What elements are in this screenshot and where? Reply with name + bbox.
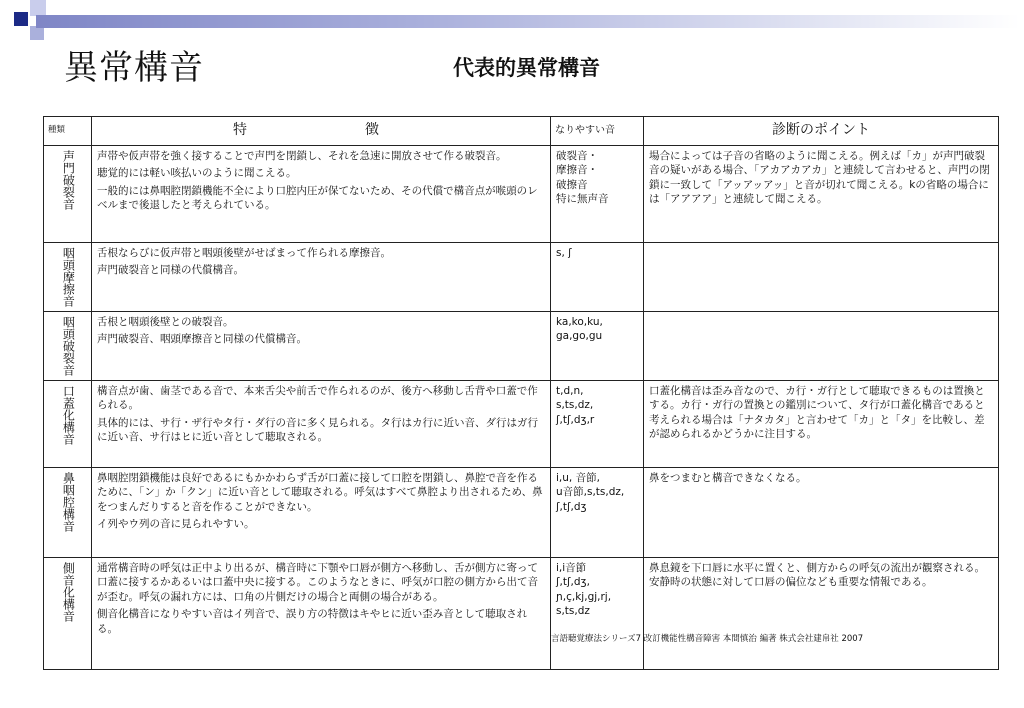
point-cell: 鼻をつまむと構音できなくなる。	[644, 468, 999, 558]
sound-text: s,ts,dz	[556, 605, 590, 618]
type-label: 側音化構音	[61, 562, 76, 622]
feature-text: 声門破裂音と同様の代償構音。	[97, 264, 244, 277]
table-row	[44, 312, 999, 381]
sound-cell	[551, 381, 644, 468]
sound-text: s, ʃ	[556, 247, 572, 259]
type-cell	[44, 243, 92, 312]
feature-text: 舌根と咽頭後壁との破裂音。	[97, 316, 234, 328]
sound-text: 破裂音・	[556, 150, 598, 162]
feature-text: 具体的には、サ行・ザ行やタ行・ダ行の音に多く見られる。タ行はカ行に近い音、ダ行はガ行に近い音、サ行はヒに近い音として聴取される。	[97, 416, 538, 444]
sound-text: ʃ,tʃ,dʒ	[556, 500, 587, 513]
feature-cell	[92, 312, 551, 381]
sound-cell	[551, 243, 644, 312]
sound-cell	[551, 146, 644, 243]
feature-text: 舌根ならびに仮声帯と咽頭後壁がせばまって作られる摩擦音。	[97, 247, 391, 259]
feature-text: 一般的には鼻咽腔閉鎖機能不全により口腔内圧が保てないため、その代償で構音点が喉頭のレベルまで後退したと考えられている。	[97, 184, 538, 212]
point-cell: 場合によっては子音の省略のように聞こえる。例えば「カ」が声門破裂音の疑いがある場合、「アカアカアカ」と連続して言わせると、声門の閉鎖に一致して「アッアッアッ」と音が切れて聞こえる。kの省略の場合には「アアアア」と連続して聞こえる。	[644, 146, 999, 243]
page-subtitle: 代表的異常構音	[453, 56, 600, 80]
sound-text: ʃ,tʃ,dʒ,r	[556, 413, 595, 426]
type-label: 咽頭摩擦音	[61, 247, 76, 307]
sound-text: 特に無声音	[556, 193, 609, 206]
sound-text: i,i音節	[556, 562, 587, 574]
feature-text: イ列やウ列の音に見られやすい。	[97, 518, 255, 531]
type-label: 声門破裂音	[61, 150, 76, 210]
feature-cell	[92, 146, 551, 243]
sound-text: ɲ,ç,kj,gj,rj,	[556, 590, 612, 603]
sound-text: u音節,s,ts,dz,	[556, 486, 625, 499]
type-label: 口蓋化構音	[61, 385, 76, 445]
type-cell	[44, 468, 92, 558]
header-feature: 特 徴	[92, 117, 551, 146]
feature-text: 声帯や仮声帯を強く接することで声門を閉鎖し、それを急速に開放させて作る破裂音。	[97, 150, 507, 162]
feature-cell	[92, 381, 551, 468]
type-cell	[44, 312, 92, 381]
sound-text: ga,go,gu	[556, 330, 603, 343]
feature-cell	[92, 468, 551, 558]
sound-text: t,d,n,	[556, 385, 584, 397]
feature-cell	[92, 558, 551, 670]
feature-text: 鼻咽腔閉鎖機能は良好であるにもかかわらず舌が口蓋に接して口腔を閉鎖し、鼻腔で音を作るために、「ン」か「クン」に近い音として聴取される。呼気はすべて鼻腔より出されるため、鼻をつまんだりすると音を作ることができない。	[97, 472, 543, 513]
table-header-row	[44, 117, 999, 146]
articulation-table	[43, 116, 999, 670]
table-row	[44, 558, 999, 670]
sound-text: 破擦音	[556, 178, 588, 191]
feature-cell	[92, 243, 551, 312]
decorative-square	[30, 0, 46, 16]
header-sound: なりやすい音	[551, 117, 644, 146]
point-cell: 口蓋化構音は歪み音なので、カ行・ガ行として聴取できるものは置換とする。カ行・ガ行の置換との鑑別について、タ行が口蓋化構音であると考えられる場合は「ナタカタ」と言わせて「カ」と「タ」を比較し、差が認められるかどうかに注目する。	[644, 381, 999, 468]
sound-text: 摩擦音・	[556, 164, 598, 177]
type-cell	[44, 381, 92, 468]
type-label: 鼻咽腔構音	[61, 472, 76, 532]
source-citation: 言語聴覚療法シリーズ7 改訂機能性構音障害 本間慎治 編著 株式会社建帛社 2007	[551, 634, 864, 644]
table-row	[44, 243, 999, 312]
feature-text: 構音点が歯、歯茎である音で、本来舌尖や前舌で作られるのが、後方へ移動し舌背や口蓋で作られる。	[97, 385, 538, 412]
feature-text: 側音化構音になりやすい音はイ列音で、誤り方の特徴はキやヒに近い歪み音として聴取される。	[97, 608, 528, 635]
sound-cell	[551, 468, 644, 558]
point-cell: 鼻息鏡を下口唇に水平に置くと、側方からの呼気の流出が観察される。安静時の状態に対して口唇の偏位なども重要な情報である。	[644, 558, 999, 670]
decorative-square	[30, 26, 44, 40]
table-row	[44, 381, 999, 468]
table-row	[44, 468, 999, 558]
sound-cell	[551, 558, 644, 670]
sound-cell	[551, 312, 644, 381]
page-title: 異常構音	[64, 48, 204, 88]
point-cell	[644, 243, 999, 312]
sound-text: ʃ,tʃ,dʒ,	[556, 576, 590, 589]
point-cell	[644, 312, 999, 381]
type-cell	[44, 146, 92, 243]
feature-text: 聴覚的には軽い咳払いのように聞こえる。	[97, 167, 297, 180]
decorative-square	[14, 12, 28, 26]
table-row	[44, 146, 999, 243]
sound-text: ka,ko,ku,	[556, 316, 603, 328]
feature-text: 声門破裂音、咽頭摩擦音と同様の代償構音。	[97, 333, 307, 346]
sound-text: i,u, 音節,	[556, 472, 600, 484]
type-cell	[44, 558, 92, 670]
header-point: 診断のポイント	[644, 117, 999, 146]
header-type: 種類	[44, 117, 92, 146]
feature-text: 通常構音時の呼気は正中より出るが、構音時に下顎や口唇が側方へ移動し、舌が側方に寄って口蓋に接するかあるいは口蓋中央に接する。このようなときに、呼気が口腔の側方から出て音が歪む。呼気の漏れ方には、口角の片側だけの場合と両側の場合がある。	[97, 562, 538, 603]
sound-text: s,ts,dz,	[556, 399, 594, 412]
decorative-header-bar	[36, 15, 1020, 28]
type-label: 咽頭破裂音	[61, 316, 76, 376]
